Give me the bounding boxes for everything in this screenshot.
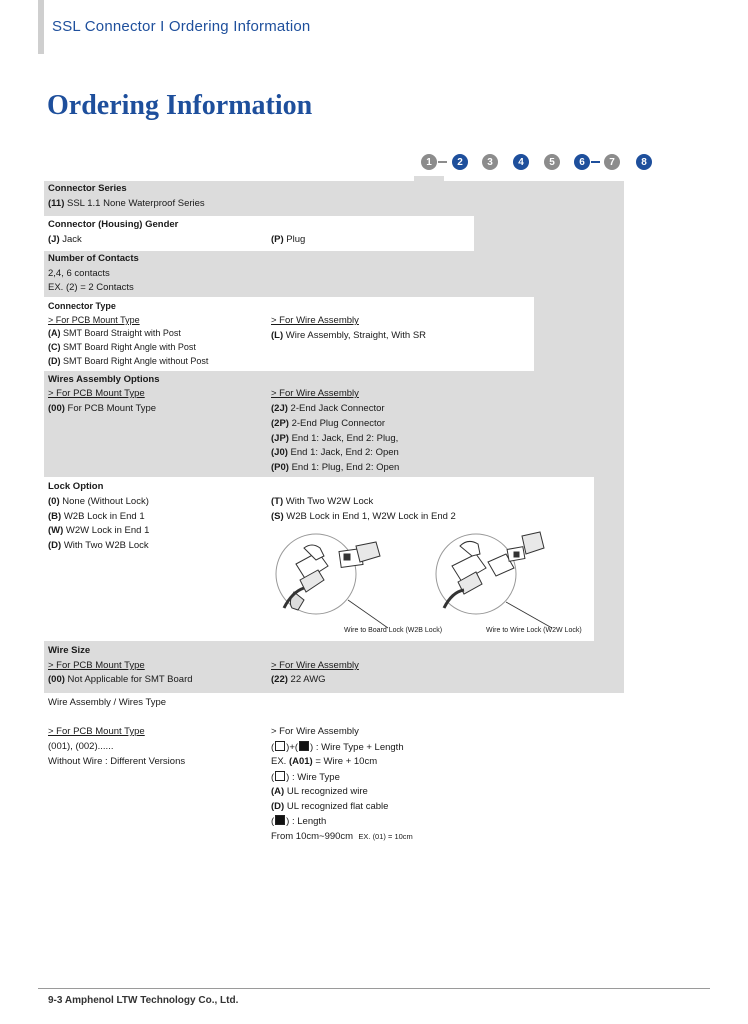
- connector-type-option: (A) SMT Board Straight with Post: [48, 328, 181, 338]
- length-range: From 10cm~990cm EX. (01) = 10cm: [271, 831, 413, 842]
- code-circle-4: 4: [513, 154, 529, 170]
- wires-assembly-option: (J0) End 1: Jack, End 2: Open: [271, 447, 399, 458]
- connector-type-label: Connector Type: [48, 301, 116, 311]
- code-circle-7: 7: [604, 154, 620, 170]
- w2b-lock-caption: Wire to Board Lock (W2B Lock): [344, 627, 443, 634]
- code-dash: [591, 161, 600, 163]
- wire-type-example: EX. (A01) = Wire + 10cm: [271, 756, 378, 767]
- wires-assembly-option: (P0) End 1: Plug, End 2: Open: [271, 462, 400, 473]
- wires-assembly-option: (JP) End 1: Jack, End 2: Plug,: [271, 433, 399, 444]
- connector-type-option: (D) SMT Board Right Angle without Post: [48, 356, 209, 366]
- wire-size-pcb-heading: > For PCB Mount Type: [48, 660, 145, 671]
- wires-assembly-option: (2J) 2-End Jack Connector: [271, 403, 385, 414]
- series-value: (11) SSL 1.1 None Waterproof Series: [48, 198, 205, 209]
- code-circle-5: 5: [544, 154, 560, 170]
- footer-divider: [38, 988, 710, 989]
- footer-text: 9-3 Amphenol LTW Technology Co., Ltd.: [48, 995, 239, 1006]
- wires-assembly-option: (2P) 2-End Plug Connector: [271, 418, 386, 429]
- wire-type-option: (D) UL recognized flat cable: [271, 801, 389, 812]
- wire-type-box-icon: [275, 771, 285, 781]
- wire-type-pcb-codes: (001), (002)......: [48, 741, 114, 752]
- code-circle-8: 8: [636, 154, 652, 170]
- lock-option-label: Lock Option: [48, 481, 104, 492]
- gender-label: Connector (Housing) Gender: [48, 219, 179, 230]
- length-box-icon: [299, 741, 309, 751]
- code-circle-6: 6: [574, 154, 590, 170]
- w2b-lock-illustration: [270, 522, 400, 632]
- wire-type-label: Wire Assembly / Wires Type: [48, 697, 167, 708]
- gender-option-jack: (J) Jack: [48, 234, 82, 245]
- connector-type-option: (C) SMT Board Right Angle with Post: [48, 342, 196, 352]
- code-dash: [438, 161, 447, 163]
- lock-option: (B) W2B Lock in End 1: [48, 511, 145, 522]
- length-box-icon: [275, 815, 285, 825]
- code-guide-bar-4: [504, 181, 534, 297]
- gender-option-plug: (P) Plug: [271, 234, 306, 245]
- code-guide-bar-3: [474, 181, 504, 253]
- wire-type-wire-heading: > For Wire Assembly: [271, 726, 359, 737]
- code-circle-1: 1: [421, 154, 437, 170]
- lock-option: (0) None (Without Lock): [48, 496, 149, 507]
- wire-type-formula: ( )+( ) : Wire Type + Length: [271, 742, 404, 753]
- connector-type-pcb-heading: > For PCB Mount Type: [48, 315, 140, 325]
- code-circle-2: 2: [452, 154, 468, 170]
- connector-type-wire-heading: > For Wire Assembly: [271, 315, 359, 326]
- wire-type-option: (A) UL recognized wire: [271, 786, 368, 797]
- contacts-label: Number of Contacts: [48, 253, 139, 264]
- wires-assembly-label: Wires Assembly Options: [48, 374, 160, 385]
- wire-type-pcb-heading: > For PCB Mount Type: [48, 726, 145, 737]
- contacts-line: 2,4, 6 contacts: [48, 268, 110, 279]
- code-guide-bar-6: [564, 181, 594, 477]
- w2w-lock-illustration: [430, 522, 560, 632]
- wire-size-option: (00) Not Applicable for SMT Board: [48, 674, 193, 685]
- wire-type-box-icon: [275, 741, 285, 751]
- header-accent-bar: [38, 0, 44, 54]
- code-guide-bar-5: [534, 181, 564, 371]
- wires-assembly-wire-heading: > For Wire Assembly: [271, 388, 359, 399]
- w2w-lock-caption: Wire to Wire Lock (W2W Lock): [486, 627, 582, 634]
- wires-assembly-pcb-heading: > For PCB Mount Type: [48, 388, 145, 399]
- code-guide-bar-7: [594, 181, 624, 693]
- wire-type-pcb-note: Without Wire : Different Versions: [48, 756, 186, 767]
- lock-option: (S) W2B Lock in End 1, W2W Lock in End 2: [271, 511, 456, 522]
- code-circle-3: 3: [482, 154, 498, 170]
- lock-option: (D) With Two W2B Lock: [48, 540, 149, 551]
- connector-type-option: (L) Wire Assembly, Straight, With SR: [271, 330, 427, 341]
- series-label: Connector Series: [48, 183, 127, 194]
- wire-size-wire-heading: > For Wire Assembly: [271, 660, 359, 671]
- wire-type-definition: ( ) : Wire Type: [271, 772, 340, 783]
- page-title: Ordering Information: [47, 90, 313, 121]
- lock-option: (W) W2W Lock in End 1: [48, 525, 150, 536]
- lock-option: (T) With Two W2W Lock: [271, 496, 374, 507]
- wire-size-option: (22) 22 AWG: [271, 674, 326, 685]
- contacts-example: EX. (2) = 2 Contacts: [48, 282, 134, 293]
- length-definition: ( ) : Length: [271, 816, 327, 827]
- header-title: SSL Connector I Ordering Information: [52, 18, 311, 35]
- wires-assembly-option: (00) For PCB Mount Type: [48, 403, 157, 414]
- wire-size-label: Wire Size: [48, 645, 91, 656]
- code-guide-bar-2: [444, 181, 474, 216]
